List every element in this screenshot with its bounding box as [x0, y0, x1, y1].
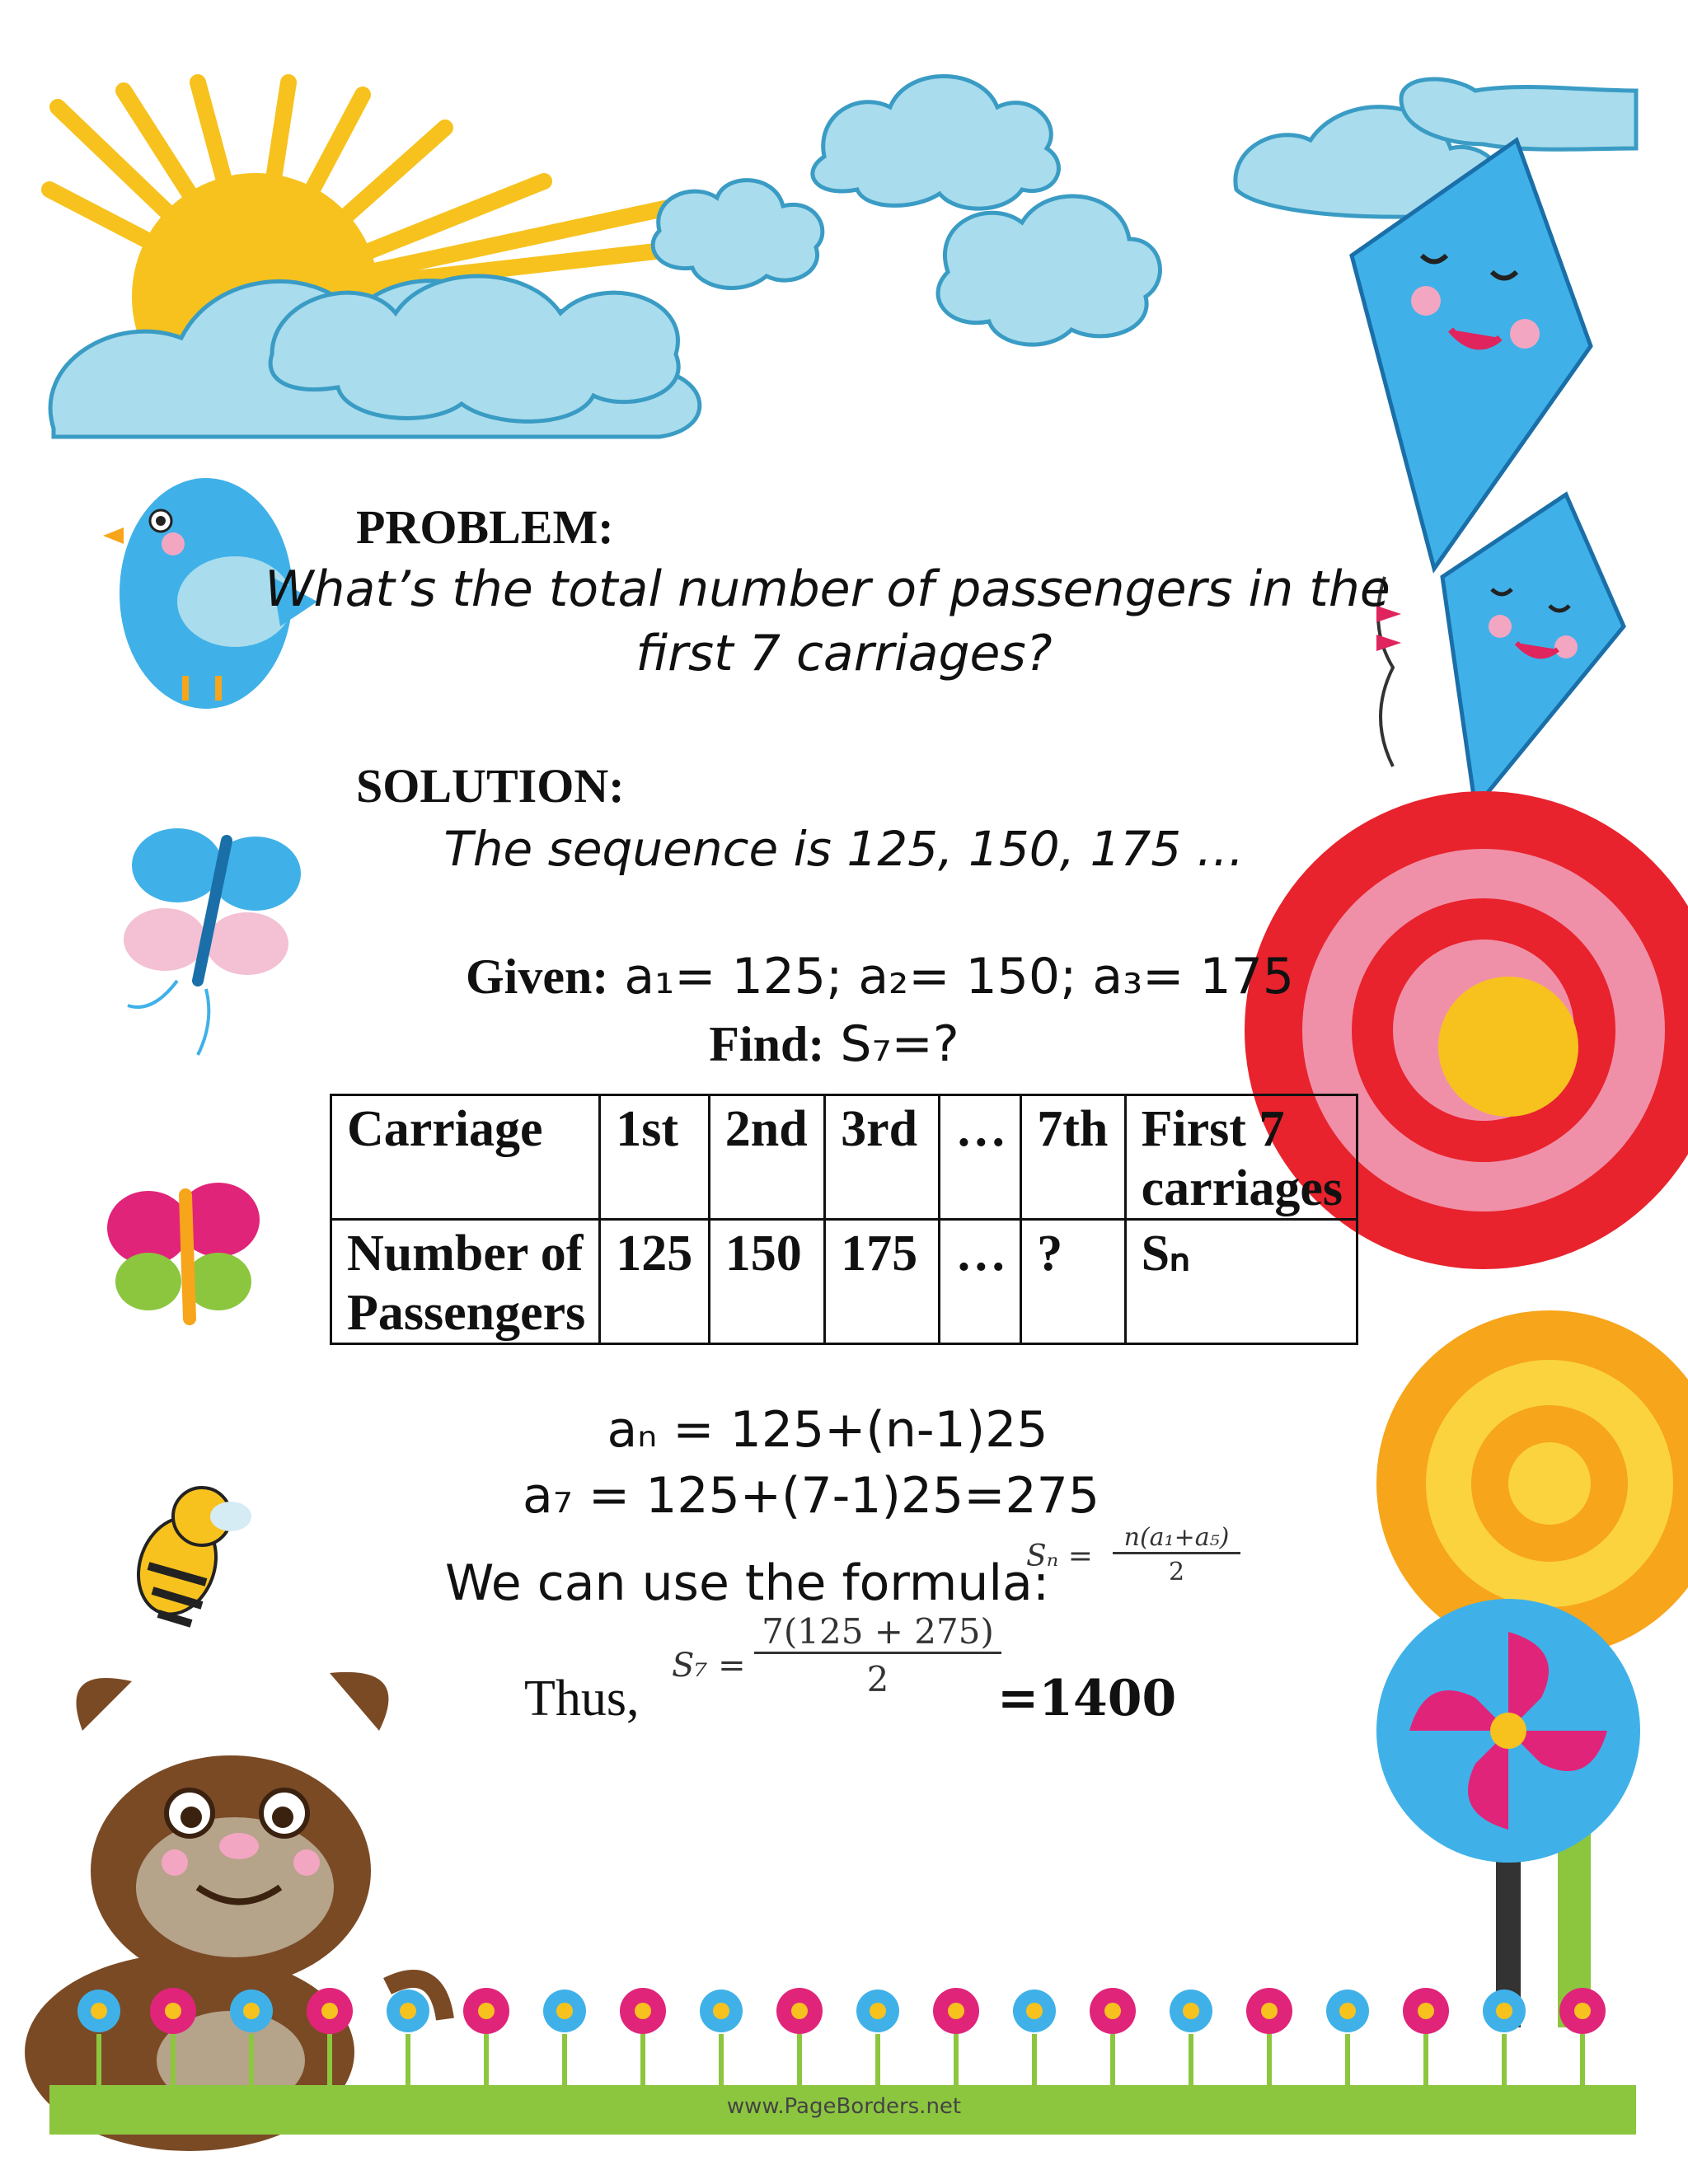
dog-icon — [25, 1672, 445, 2151]
table-cell: ? — [1021, 1220, 1125, 1344]
table-header-cell: Carriage — [331, 1095, 600, 1220]
formula-denominator: 2 — [1113, 1552, 1240, 1586]
butterfly-icon — [107, 1183, 260, 1319]
find-label: Find: — [709, 1017, 825, 1071]
table-header-cell: … — [940, 1095, 1021, 1220]
s7-fraction — [754, 1611, 1001, 1699]
seventh-term: a₇ = 125+(7-1)25=275 — [523, 1467, 1100, 1525]
formula-numerator: n(a₁+a₅) — [1123, 1523, 1230, 1552]
table-cell: 175 — [825, 1220, 940, 1344]
given-value: a₁= 125; a₂= 150; a₃= 175 — [624, 948, 1295, 1005]
table-header-cell: 7th — [1021, 1095, 1125, 1220]
find-line — [0, 1015, 1678, 1073]
sequence-text: The sequence is 125, 150, 175 … — [443, 821, 1245, 877]
table-row — [331, 1220, 1357, 1344]
find-value: S₇=? — [840, 1015, 959, 1073]
table-header-cell: 3rd — [825, 1095, 940, 1220]
table-cell: 150 — [709, 1220, 824, 1344]
given-label: Given: — [466, 949, 609, 1004]
problem-question-line2: first 7 carriages? — [635, 625, 1053, 682]
nth-term-formula: aₙ = 125+(n-1)25 — [607, 1401, 1048, 1459]
table-cell: … — [940, 1220, 1021, 1344]
table-row-label: Number of Passengers — [331, 1220, 600, 1344]
table-row — [331, 1095, 1357, 1220]
s7-numerator: 7(125 + 275) — [762, 1611, 994, 1652]
problem-question-line1: What’s the total number of passengers in the — [265, 560, 1390, 618]
given-line — [466, 948, 1294, 1005]
pinwheel-icon — [1376, 1599, 1640, 2027]
table-cell: 125 — [600, 1220, 709, 1344]
formula-intro: We can use the formula: — [445, 1554, 1050, 1612]
formula-fraction — [1113, 1523, 1240, 1586]
sequence-table — [330, 1094, 1358, 1345]
table-cell: Sₙ — [1125, 1220, 1357, 1344]
formula-lhs: Sₙ = — [1026, 1540, 1093, 1573]
s7-denominator: 2 — [754, 1652, 1001, 1699]
table-header-cell: 2nd — [709, 1095, 824, 1220]
s7-lhs: S₇ = — [672, 1647, 746, 1685]
thus-label: Thus, — [524, 1671, 640, 1727]
result-value: =1400 — [997, 1670, 1177, 1727]
problem-heading: PROBLEM: — [356, 500, 614, 554]
table-header-cell: First 7 carriages — [1125, 1095, 1357, 1220]
table-header-cell: 1st — [600, 1095, 709, 1220]
solution-heading: SOLUTION: — [356, 759, 625, 813]
footer-credit: www.PageBorders.net — [726, 2094, 962, 2119]
